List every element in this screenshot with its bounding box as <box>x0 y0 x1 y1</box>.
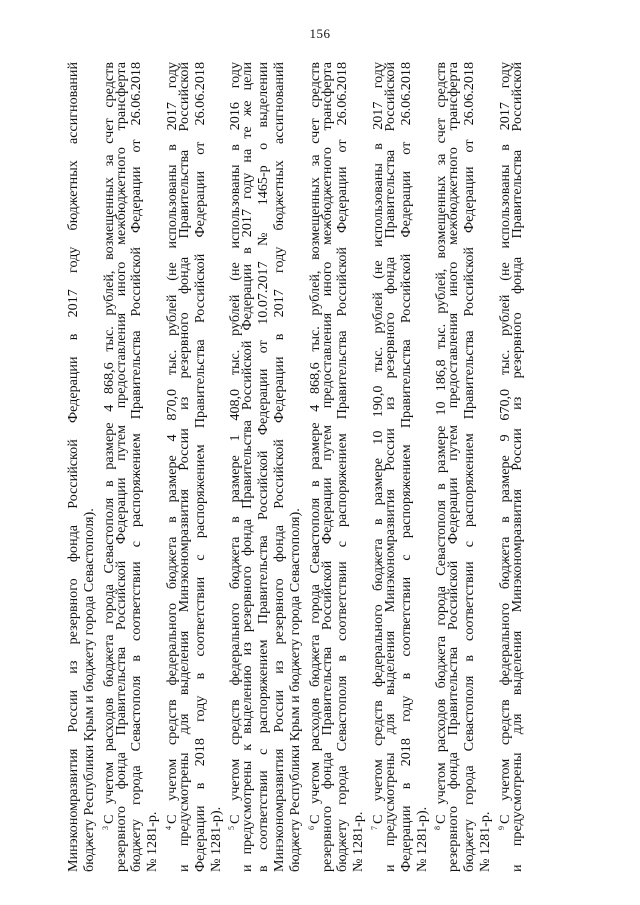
text-line: бюджету города Севастополя в соответствии с распоряжением Правительства Российской Федерации от 26.06.2018 <box>128 62 145 872</box>
text-line-content: С учетом расходов бюджета города Севастополя в размере 10 186,8 тыс. рублей, возмещенных за счет средств <box>433 62 450 824</box>
text-line: № 1281-р. <box>476 811 493 872</box>
text-line: и предусмотрены для выделения Минэкономразвития России из резервного фонда Правительства Российской <box>381 62 398 872</box>
text-line: бюджету города Севастополя в соответствии с распоряжением Правительства Российской Федерации от 26.06.2018 <box>461 62 478 872</box>
text-line: в соответствии с распоряжением Правительства Российской Федерации от 10.07.2017 № 1465-р о выделении <box>255 62 272 872</box>
text-line-content: С учетом расходов бюджета города Севастополя в размере 4 868,6 тыс. рублей, возмещенных за счет средств <box>100 62 117 824</box>
text-line: резервного фонда Правительства Российской Федерации путем предоставления иного межбюджетного трансферта <box>445 62 462 872</box>
footnote-9 <box>494 62 526 872</box>
text-line: № 1281-р). <box>207 806 224 872</box>
text-line <box>430 62 450 872</box>
text-line: № 1281-р. <box>144 811 161 872</box>
footnote-8 <box>430 62 493 872</box>
footnote-mark: 7 <box>370 826 380 830</box>
text-line: резервного фонда Правительства Российской Федерации путем предоставления иного межбюджетного трансферта <box>318 62 335 872</box>
text-line: Минэкономразвития России из резервного фонда Российской Федерации в 2017 году бюджетных ассигнований <box>65 62 81 872</box>
text-line: бюджету Республики Крым и бюджету города Севастополя). <box>80 508 97 872</box>
footnotes-block <box>66 62 525 872</box>
text-line <box>367 62 387 872</box>
footnote-continuation <box>66 62 98 872</box>
footnote-mark: 8 <box>433 826 443 830</box>
text-line: бюджету города Севастополя в соответствии с распоряжением Правительства Российской Федерации от 26.06.2018 <box>334 62 351 872</box>
text-line <box>161 62 181 872</box>
text-line: бюджету Республики Крым и бюджету города Севастополя). <box>286 508 303 872</box>
footnote-mark: 5 <box>227 826 237 830</box>
text-line <box>304 62 323 872</box>
text-line <box>98 62 117 872</box>
text-line: Минэкономразвития России из резервного фонда Российской Федерации в 2017 году бюджетных ассигнований <box>270 62 287 872</box>
page-number: 156 <box>309 26 331 41</box>
text-line: № 1281-р. <box>350 811 367 872</box>
text-line-content: С учетом средств федерального бюджета в размере 10 190,0 тыс. рублей (не использованы в 2017 году <box>370 62 387 824</box>
text-line-content: С учетом средств федерального бюджета в размере 9 670,0 тыс. рублей (не использованы в 2017 году <box>496 62 513 824</box>
text-line-content: С учетом средств федерального бюджета в размере 4 870,0 тыс. рублей (не использованы в 2017 году <box>164 62 181 824</box>
text-line-content: С учетом средств федерального бюджета в размере 1 408,0 тыс. рублей (не использованы в 2016 году <box>227 62 244 824</box>
footnote-mark: 6 <box>306 826 316 830</box>
text-line: и предусмотрены для выделения Минэкономразвития России из резервного фонда Правительства Российской <box>175 62 192 872</box>
footnote-mark: 4 <box>164 826 174 830</box>
text-line: Федерации в 2018 году в соответствии с распоряжением Правительства Российской Федерации от 26.06.2018 <box>191 62 208 872</box>
text-line <box>494 62 513 872</box>
text-line: и предусмотрены к выделению из резервного фонда Правительства Российской Федерации в 2017 году на те же цели <box>239 62 256 872</box>
footnote-4 <box>161 62 224 872</box>
text-line-content: С учетом расходов бюджета города Севастополя в размере 4 868,6 тыс. рублей, возмещенных за счет средств <box>306 62 323 824</box>
text-line: № 1281-р). <box>413 806 430 872</box>
footnote-mark: 3 <box>100 826 110 830</box>
footnote-6 <box>304 62 367 872</box>
text-line: Федерации в 2018 году в соответствии с распоряжением Правительства Российской Федерации от 26.06.2018 <box>397 62 414 872</box>
footnote-5 <box>224 62 303 872</box>
text-line: и предусмотрены для выделения Минэкономразвития России из резервного фонда Правительства Российской <box>508 62 525 872</box>
text-line: резервного фонда Правительства Российской Федерации путем предоставления иного межбюджетного трансферта <box>112 62 129 872</box>
text-line <box>224 62 244 872</box>
footnote-mark: 9 <box>496 826 506 830</box>
footnote-3 <box>98 62 161 872</box>
footnote-7 <box>367 62 430 872</box>
